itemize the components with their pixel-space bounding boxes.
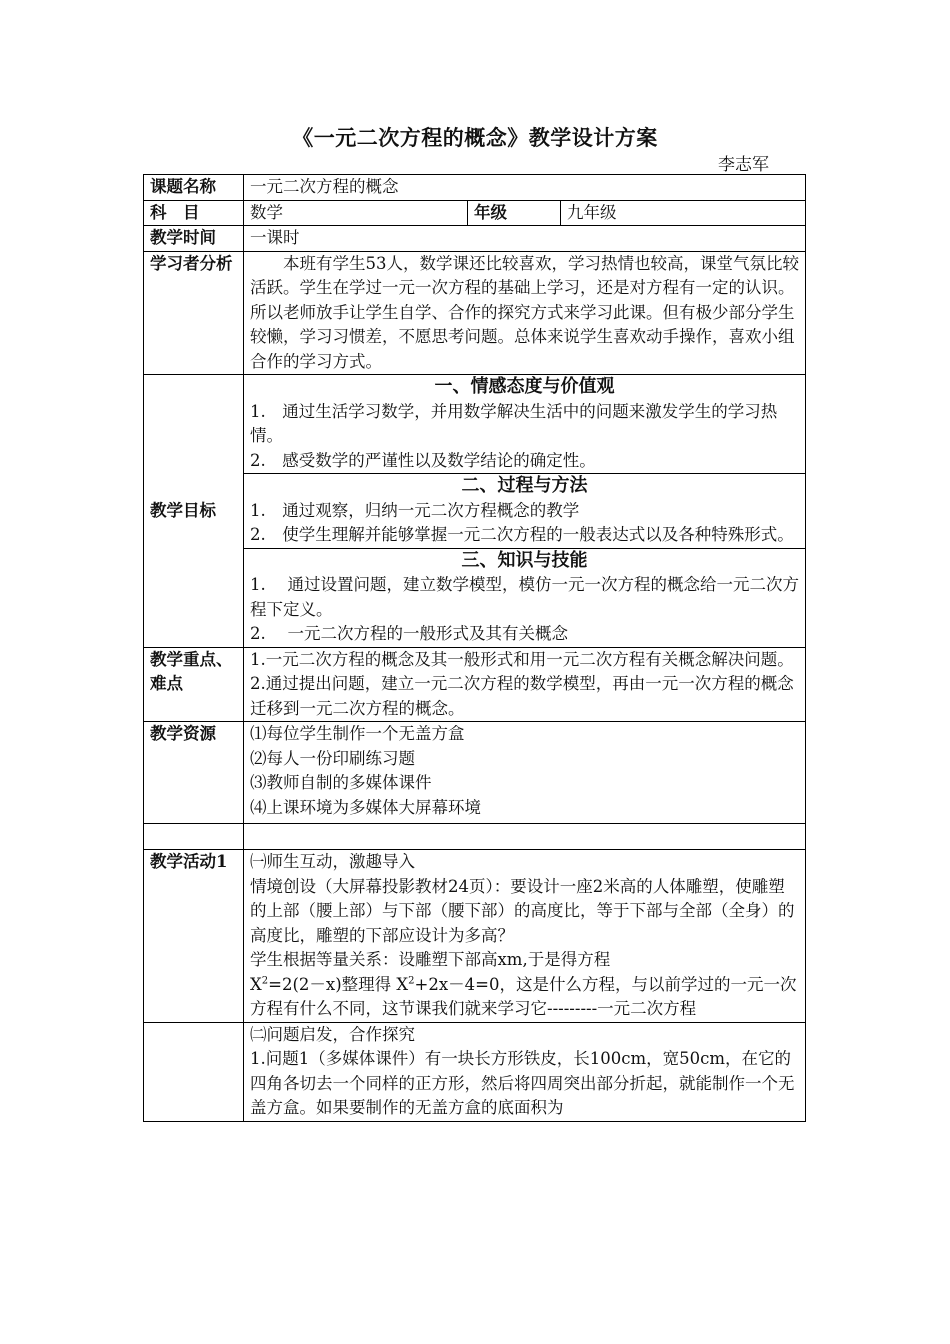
activity-2-content [244,1022,806,1121]
resource-item: ⑴每位学生制作一个无盖方盒 [250,724,465,743]
row-activity-2 [144,1022,806,1121]
activity-line: ㈠师生互动，激趣导入 [250,852,415,871]
topic-label: 课题名称 [144,175,244,201]
empty-cell [144,824,244,850]
equation-line [250,973,799,1022]
resource-item: ⑶教师自制的多媒体课件 [250,773,432,792]
activity-1-content [244,850,806,1023]
goal-item: 2. 感受数学的严谨性以及数学结论的确定性。 [250,450,596,470]
subject-label-text: 科 目 [150,202,200,222]
resource-item: ⑷上课环境为多媒体大屏幕环境 [250,797,481,817]
activity-1-label: 教学活动1 [144,850,244,1023]
goals-content [244,375,806,648]
topic-value: 一元二次方程的概念 [244,175,806,201]
eq-part: =2(2－x)整理得 X [268,974,409,994]
empty-cell [244,824,806,850]
resources-label: 教学资源 [144,722,244,824]
key-points-label: 教学重点、难点 [144,647,244,722]
goal-section-3 [244,548,805,647]
goal-item: 2. 使学生理解并能够掌握一元二次方程的一般表达式以及各种特殊形式。 [250,525,794,544]
resource-item: ⑵每人一份印刷练习题 [250,748,415,768]
learners-paragraph: 本班有学生53人，数学课还比较喜欢，学习热情也较高，课堂气氛比较活跃。学生在学过一元一次方程的基础上学习，还是对方程有一定的认识。所以老师放手让学生自学、合作的探究方式来学习此课。但有极少部分学生较懒，学习习惯差，不愿思考问题。总体来说学生喜欢动手操作，喜欢小组合作的学习方式。 [250,253,799,371]
grade-value: 九年级 [561,200,806,226]
time-value: 一课时 [244,226,806,252]
row-topic [144,175,806,201]
activity-2-label [144,1022,244,1121]
goal-section-1 [250,375,799,473]
eq-part: X [250,974,262,994]
row-activity-1 [144,850,806,1023]
goal-item: 2. 一元二次方程的一般形式及其有关概念 [250,624,568,643]
activity-line: 情境创设（大屏幕投影教材24页）：要设计一座2米高的人体雕塑，使雕塑的上部（腰上部）与下部（腰下部）的高度比，等于下部与全部（全身）的高度比，雕塑的下部应设计为多高？ [250,876,795,945]
eq-exponent: 2 [408,975,415,986]
key-point-item: 1.一元二次方程的概念及其一般形式和用一元二次方程有关概念解决问题。 [250,649,794,669]
lesson-plan-table [143,174,806,1122]
row-goals [144,375,806,648]
subject-value: 数学 [244,200,468,226]
row-learners [144,251,806,375]
goal-heading-2: 二、过程与方法 [461,475,588,496]
resources-content [244,722,806,824]
goal-item: 1. 通过观察，归纳一元二次方程概念的教学 [250,500,580,520]
goal-item: 1. 通过设置问题，建立数学模型，模仿一元一次方程的概念给一元二次方程下定义。 [250,575,799,619]
goal-heading-3: 三、知识与技能 [461,549,588,571]
goal-heading-1: 一、情感态度与价值观 [434,376,615,397]
subject-label [144,200,244,226]
activity-line: 学生根据等量关系：设雕塑下部高xm,于是得方程 [250,950,611,969]
goal-section-2 [244,473,805,548]
row-resources [144,722,806,824]
activity-line: 1.问题1（多媒体课件）有一块长方形铁皮，长100cm，宽50cm，在它的四角各切去一个同样的正方形，然后将四周突出部分折起，就能制作一个无盖方盒。如果要制作的无盖方盒的底面积为 [250,1049,795,1117]
learners-text [244,251,806,375]
row-time [144,226,806,252]
key-points-content [244,647,806,722]
row-subject [144,200,806,226]
row-key-points [144,647,806,722]
grade-label: 年级 [468,200,561,226]
eq-exponent: 2 [261,975,269,986]
goals-label: 教学目标 [144,375,244,648]
learners-label: 学习者分析 [144,251,244,375]
activity-line: ㈡问题启发，合作探究 [250,1024,415,1044]
document-title: 《一元二次方程的概念》教学设计方案 [292,125,658,150]
goal-item: 1. 通过生活学习数学，并用数学解决生活中的问题来激发学生的学习热情。 [250,401,778,445]
eq-part: +2x－4=0，这是什么方程，与以前学过的一元一次方程有什么不同，这节课我们就来学习它---------一元二次方程 [250,974,797,1018]
key-point-item: 2.通过提出问题，建立一元二次方程的数学模型，再由一元一次方程的概念迁移到一元二次方程的概念。 [250,674,794,718]
time-label: 教学时间 [144,226,244,252]
row-empty [144,824,806,850]
author-name: 李志军 [718,155,769,175]
